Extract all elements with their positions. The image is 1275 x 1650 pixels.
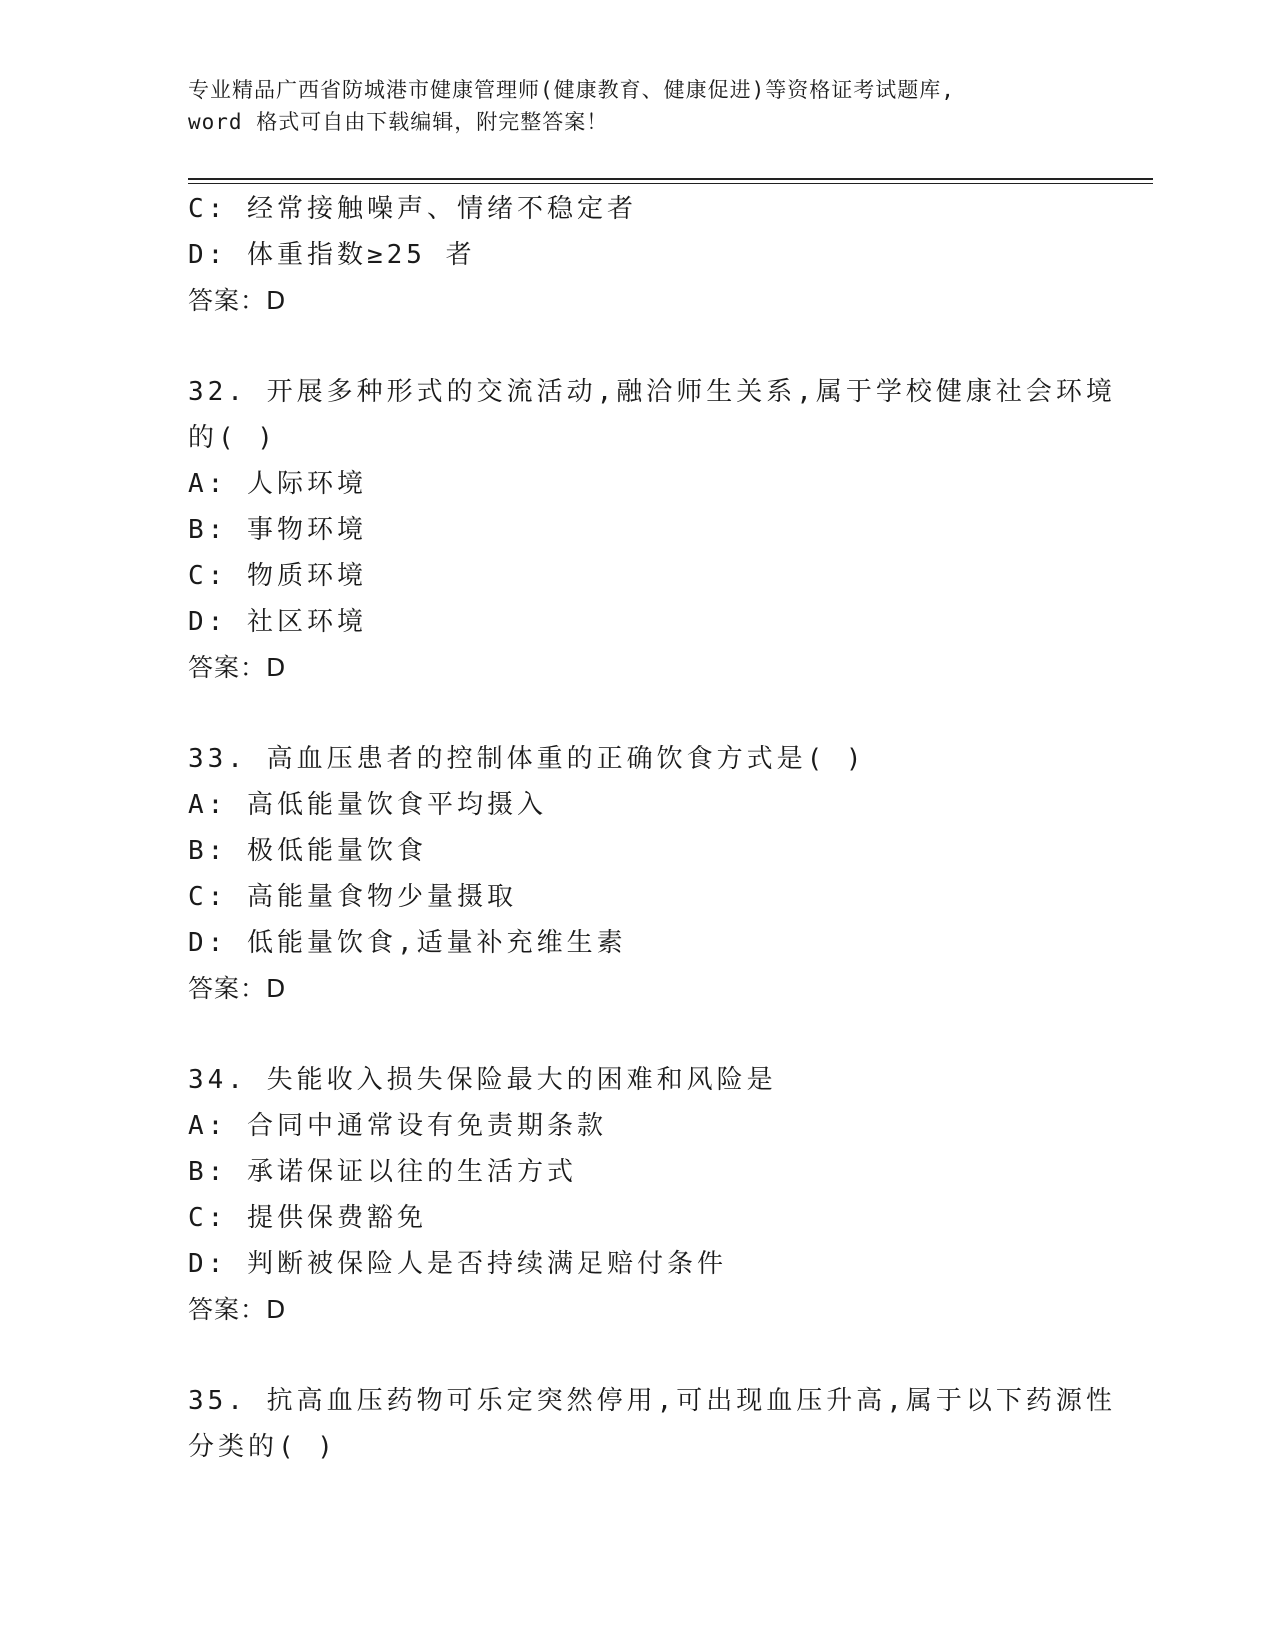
option-d: D: 判断被保险人是否持续满足赔付条件 bbox=[188, 1249, 727, 1279]
answer-line: 答案：D bbox=[188, 653, 287, 682]
question-33 bbox=[188, 736, 1088, 1012]
question-list bbox=[188, 186, 1116, 1470]
option-a: A: 人际环境 bbox=[188, 469, 367, 499]
option-d: D: 社区环境 bbox=[188, 607, 367, 637]
header-line-2: word 格式可自由下载编辑，附完整答案！ bbox=[188, 110, 609, 134]
answer-line: 答案：D bbox=[188, 286, 287, 315]
question-35 bbox=[188, 1378, 1116, 1470]
option-a: A: 合同中通常设有免责期条款 bbox=[188, 1111, 607, 1141]
answer-line: 答案：D bbox=[188, 974, 287, 1003]
option-b: B: 承诺保证以往的生活方式 bbox=[188, 1157, 577, 1187]
option-c: C: 经常接触噪声、情绪不稳定者 bbox=[188, 194, 637, 224]
option-a: A: 高低能量饮食平均摄入 bbox=[188, 790, 547, 820]
option-b: B: 极低能量饮食 bbox=[188, 836, 427, 866]
header-line-1: 专业精品广西省防城港市健康管理师(健康教育、健康促进)等资格证考试题库, bbox=[188, 78, 955, 102]
option-c: C: 物质环境 bbox=[188, 561, 367, 591]
option-d: D: 体重指数≥25 者 bbox=[188, 240, 476, 270]
question-stem-cont: 的( ) bbox=[188, 423, 277, 453]
header-divider-thick bbox=[188, 178, 1153, 180]
question-stem-cont: 分类的( ) bbox=[188, 1432, 337, 1462]
question-34 bbox=[188, 1057, 1088, 1333]
question-stem: 35. 抗高血压药物可乐定突然停用,可出现血压升高,属于以下药源性 bbox=[188, 1386, 1116, 1416]
question-stem: 33. 高血压患者的控制体重的正确饮食方式是( ) bbox=[188, 744, 866, 774]
answer-line: 答案：D bbox=[188, 1295, 287, 1324]
option-c: C: 提供保费豁免 bbox=[188, 1203, 427, 1233]
question-31 bbox=[188, 186, 1088, 324]
document-header bbox=[188, 74, 1068, 138]
question-stem: 32. 开展多种形式的交流活动,融洽师生关系,属于学校健康社会环境 bbox=[188, 377, 1116, 407]
question-32 bbox=[188, 369, 1116, 691]
option-b: B: 事物环境 bbox=[188, 515, 367, 545]
option-c: C: 高能量食物少量摄取 bbox=[188, 882, 517, 912]
option-d: D: 低能量饮食,适量补充维生素 bbox=[188, 928, 627, 958]
question-stem: 34. 失能收入损失保险最大的困难和风险是 bbox=[188, 1065, 777, 1095]
header-divider-thin bbox=[188, 183, 1153, 184]
